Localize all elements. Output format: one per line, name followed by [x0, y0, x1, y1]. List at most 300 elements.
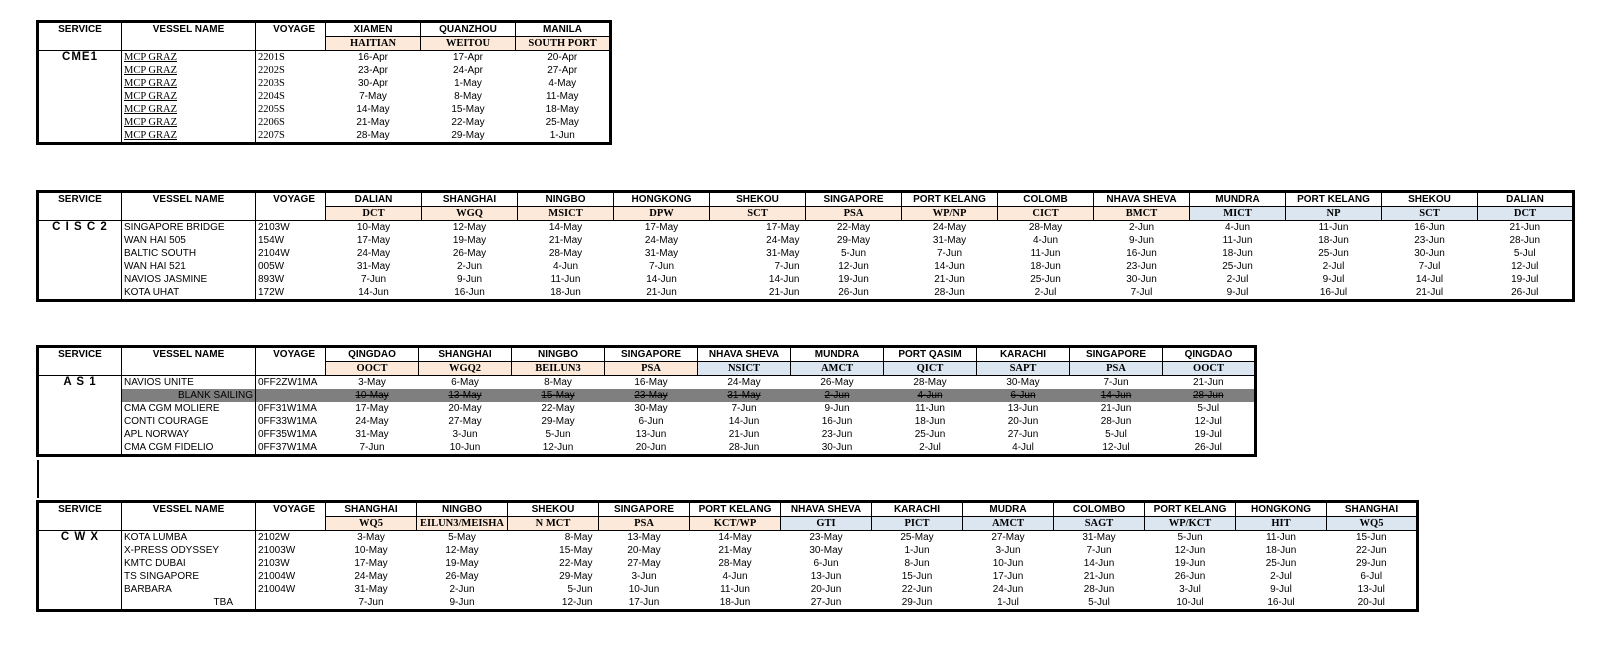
table-row — [38, 544, 1418, 557]
date-cell: 29-Jun — [901, 597, 933, 608]
date-cell: 2-Jun — [1128, 222, 1154, 233]
schedule-table-as1 — [36, 345, 1257, 457]
date-cell: 27-May — [448, 416, 482, 427]
date-cell: 27-Jun — [810, 597, 842, 608]
voyage-number: 0FF31W1MA — [256, 402, 326, 415]
voyage-number: 0FF37W1MA — [256, 441, 326, 456]
date-cell: 18-Jun — [550, 287, 581, 298]
header-row — [38, 502, 1418, 517]
vessel-name: MCP GRAZ — [122, 103, 256, 116]
date-cell: 22-Jun — [901, 584, 933, 595]
date-cell: 23-May — [809, 532, 843, 543]
voyage-number: 2205S — [256, 103, 326, 116]
header-row — [38, 192, 1574, 207]
date-cell: 15-May — [512, 389, 605, 402]
date-cell: 10-Jun — [449, 442, 481, 453]
schedule-table-cwx — [36, 500, 1419, 612]
terminal-header: PICT — [872, 517, 963, 531]
terminal-header: EILUN3/MEISHA — [417, 517, 508, 531]
port-header: SHANGHAI — [326, 502, 417, 517]
date-cell: 25-Jun — [1222, 261, 1253, 272]
date-cell: 11-Jun — [720, 584, 750, 595]
date-cell: 12-Jun — [561, 597, 593, 608]
date-cell: 2-Jul — [1322, 261, 1345, 272]
voyage-number: 2104W — [256, 247, 326, 260]
terminal-header: BEILUN3 — [512, 362, 605, 376]
date-cell: 16-Jun — [1126, 248, 1157, 259]
service-code: C I S C 2 — [52, 221, 108, 233]
date-cell: 12-Jul — [1511, 261, 1539, 272]
blank-cell — [38, 517, 122, 531]
blank-cell — [122, 517, 256, 531]
date-cell: 7-May — [359, 91, 387, 102]
date-cell: 30-May — [634, 403, 668, 414]
table-row — [38, 570, 1418, 583]
date-cell: 20-Jul — [1357, 597, 1385, 608]
date-cell: 9-Jul — [1270, 584, 1292, 595]
date-cell: 23-Jun — [1414, 235, 1445, 246]
date-cell: 18-May — [545, 104, 579, 115]
table-row — [38, 221, 1574, 235]
date-cell: 26-May — [445, 571, 479, 582]
terminal-header: SCT — [1382, 207, 1478, 221]
date-cell: 10-Jun — [628, 584, 660, 595]
voyage-header: VOYAGE — [256, 347, 326, 362]
terminal-header: WEITOU — [421, 37, 516, 51]
port-header: PORT QASIM — [884, 347, 977, 362]
date-cell: 7-Jun — [774, 261, 800, 272]
date-cell: 16-Jun — [454, 287, 485, 298]
voyage-number: 2103W — [256, 557, 326, 570]
date-cell: 5-Jul — [1105, 429, 1127, 440]
terminal-header: SAPT — [977, 362, 1070, 376]
date-cell: 21-Jun — [1083, 571, 1115, 582]
date-cell: 13-Jun — [810, 571, 842, 582]
date-cell: 23-May — [605, 389, 698, 402]
date-cell: 7-Jul — [1418, 261, 1441, 272]
terminal-row — [38, 517, 1418, 531]
date-cell: 18-Jun — [719, 597, 751, 608]
terminal-header: HAITIAN — [326, 37, 421, 51]
date-cell: 29-May — [836, 235, 871, 246]
date-cell: 18-Jun — [914, 416, 946, 427]
blank-cell — [122, 37, 256, 51]
voyage-number: 2202S — [256, 64, 326, 77]
date-cell: 16-Jun — [821, 416, 853, 427]
date-cell: 4-Jun — [552, 261, 578, 272]
table-row — [38, 129, 611, 144]
date-cell: 14-Jun — [728, 416, 760, 427]
date-cell: 17-May — [354, 558, 388, 569]
date-cell: 6-Jul — [1360, 571, 1383, 582]
date-cell: 17-May — [355, 403, 389, 414]
date-cell: 28-Jun — [1100, 416, 1132, 427]
voyage-number: 0FF33W1MA — [256, 415, 326, 428]
date-cell: 10-May — [354, 545, 388, 556]
date-cell: 24-May — [644, 235, 679, 246]
port-header: SHEKOU — [710, 192, 806, 207]
vessel-name-header: VESSEL NAME — [122, 22, 256, 37]
voyage-number: 21003W — [256, 544, 326, 557]
date-cell: 21-May — [356, 117, 390, 128]
date-cell: 4-Jun — [884, 389, 977, 402]
port-header: PORT KELANG — [902, 192, 998, 207]
date-cell: 21-May — [718, 545, 752, 556]
terminal-header: WP/KCT — [1145, 517, 1236, 531]
port-header: MUNDRA — [791, 347, 884, 362]
date-cell: 18-Jun — [1265, 545, 1297, 556]
terminal-header: AMCT — [963, 517, 1054, 531]
date-cell: 7-Jun — [1086, 545, 1112, 556]
date-cell: 20-May — [448, 403, 482, 414]
date-cell: 12-May — [452, 222, 487, 233]
date-cell: 31-May — [354, 584, 388, 595]
table-row — [38, 557, 1418, 570]
header-row — [38, 347, 1256, 362]
port-header: KARACHI — [872, 502, 963, 517]
terminal-header: PSA — [599, 517, 690, 531]
date-cell: 15-May — [559, 545, 593, 556]
date-cell: 27-Jun — [1007, 429, 1039, 440]
date-cell: 25-Jun — [914, 429, 946, 440]
date-cell: 1-Jun — [904, 545, 930, 556]
terminal-header: KCT/WP — [690, 517, 781, 531]
date-cell: 11-Jun — [550, 274, 581, 285]
date-cell: 20-Jun — [1007, 416, 1039, 427]
vessel-name-header: VESSEL NAME — [122, 502, 256, 517]
date-cell: 22-May — [541, 403, 575, 414]
date-cell: 1-Jul — [997, 597, 1019, 608]
date-cell: 31-May — [766, 248, 800, 259]
terminal-header: WQ5 — [326, 517, 417, 531]
date-cell: 27-May — [627, 558, 661, 569]
date-cell: 17-Jun — [628, 597, 660, 608]
date-cell: 7-Jun — [358, 597, 384, 608]
terminal-header: PSA — [1070, 362, 1163, 376]
date-cell: 7-Jun — [359, 442, 385, 453]
date-cell: 3-Jun — [631, 571, 657, 582]
voyage-number: 2206S — [256, 116, 326, 129]
date-cell: 28-Jun — [1163, 389, 1256, 402]
header-row — [38, 22, 611, 37]
date-cell: 18-Jun — [1318, 235, 1349, 246]
date-cell: 24-May — [354, 571, 388, 582]
vessel-name: APL NORWAY — [122, 428, 256, 441]
terminal-header: DCT — [1478, 207, 1574, 221]
tba-label: TBA — [122, 596, 256, 611]
date-cell: 28-May — [913, 377, 947, 388]
date-cell: 26-Jul — [1194, 442, 1222, 453]
date-cell: 6-Jun — [638, 416, 664, 427]
date-cell: 11-Jun — [1222, 235, 1253, 246]
table-row — [38, 234, 1574, 247]
date-cell: 18-Jun — [1030, 261, 1061, 272]
terminal-header: WGQ2 — [419, 362, 512, 376]
date-cell: 1-Jun — [549, 130, 575, 141]
date-cell: 14-Jun — [934, 261, 965, 272]
date-cell: 14-Jun — [768, 274, 800, 285]
date-cell: 24-Jun — [992, 584, 1024, 595]
date-cell: 17-Jun — [992, 571, 1024, 582]
vessel-name: KOTA UHAT — [122, 286, 256, 301]
date-cell: 13-Jun — [635, 429, 667, 440]
voyage-header: VOYAGE — [256, 502, 326, 517]
terminal-header: MSICT — [518, 207, 614, 221]
date-cell: 21-Jun — [1509, 222, 1541, 233]
date-cell: 28-Jun — [728, 442, 760, 453]
service-code: CME1 — [62, 51, 98, 63]
date-cell: 27-May — [991, 532, 1025, 543]
date-cell: 12-Jul — [1102, 442, 1130, 453]
date-cell: 23-Jun — [821, 429, 853, 440]
date-cell: 8-May — [544, 377, 572, 388]
date-cell: 8-May — [564, 532, 593, 543]
date-cell: 18-Jun — [1222, 248, 1253, 259]
table-row — [38, 116, 611, 129]
port-header: NHAVA SHEVA — [1094, 192, 1190, 207]
date-cell: 28-May — [1028, 222, 1063, 233]
date-cell: 25-May — [900, 532, 934, 543]
date-cell: 11-Jun — [915, 403, 945, 414]
date-cell: 9-Jun — [456, 274, 482, 285]
port-header: NINGBO — [518, 192, 614, 207]
date-cell: 14-Jun — [646, 274, 677, 285]
service-code: A S 1 — [63, 376, 97, 388]
table-row — [38, 77, 611, 90]
voyage-cell — [256, 389, 326, 402]
voyage-number: 005W — [256, 260, 326, 273]
date-cell: 21-Jun — [934, 274, 965, 285]
date-cell: 9-Jul — [1226, 287, 1249, 298]
blank-cell — [256, 37, 326, 51]
date-cell: 24-May — [727, 377, 761, 388]
date-cell: 22-May — [451, 117, 485, 128]
date-cell: 9-Jul — [1322, 274, 1345, 285]
table-row — [38, 402, 1256, 415]
date-cell: 10-May — [356, 222, 391, 233]
blank-sailing-label: BLANK SAILING — [122, 389, 256, 402]
date-cell: 26-Jun — [838, 287, 869, 298]
port-header: KARACHI — [977, 347, 1070, 362]
vessel-name: CMA CGM MOLIERE — [122, 402, 256, 415]
date-cell: 6-Jun — [813, 558, 839, 569]
blank-cell — [38, 362, 122, 376]
date-cell: 14-May — [718, 532, 752, 543]
blank-cell — [122, 207, 256, 221]
port-header: XIAMEN — [326, 22, 421, 37]
date-cell: 10-Jul — [1176, 597, 1204, 608]
date-cell: 21-Jun — [768, 287, 800, 298]
date-cell: 28-May — [356, 130, 390, 141]
port-header: PORT KELANG — [690, 502, 781, 517]
date-cell: 20-May — [627, 545, 661, 556]
date-cell: 9-Jun — [1128, 235, 1154, 246]
date-cell: 5-Jul — [1197, 403, 1220, 414]
vessel-name: MCP GRAZ — [122, 90, 256, 103]
terminal-header: OOCT — [1163, 362, 1256, 376]
date-cell: 30-May — [1006, 377, 1040, 388]
date-cell: 28-Jun — [1083, 584, 1115, 595]
date-cell: 13-Jun — [1007, 403, 1039, 414]
port-header: SINGAPORE — [599, 502, 690, 517]
terminal-header: N MCT — [508, 517, 599, 531]
date-cell: 24-May — [766, 235, 800, 246]
voyage-number: 21004W — [256, 570, 326, 583]
date-cell: 5-Jul — [1513, 248, 1536, 259]
date-cell: 17-May — [766, 222, 800, 233]
date-cell: 19-Jul — [1511, 274, 1539, 285]
table-row — [38, 273, 1574, 286]
date-cell: 5-Jun — [840, 248, 866, 259]
terminal-row — [38, 207, 1574, 221]
date-cell: 30-Jun — [1414, 248, 1445, 259]
service-header: SERVICE — [58, 24, 102, 36]
terminal-header: NSICT — [698, 362, 791, 376]
date-cell: 14-May — [356, 104, 390, 115]
terminal-header: CICT — [998, 207, 1094, 221]
table-row — [38, 428, 1256, 441]
date-cell: 23-Apr — [357, 65, 388, 76]
date-cell: 26-Jul — [1511, 287, 1539, 298]
port-header: NHAVA SHEVA — [698, 347, 791, 362]
date-cell: 28-Jun — [934, 287, 965, 298]
table-row — [38, 376, 1256, 390]
terminal-header: SAGT — [1054, 517, 1145, 531]
voyage-cell — [256, 596, 326, 611]
voyage-number: 172W — [256, 286, 326, 301]
sheet-border-line — [37, 460, 39, 498]
voyage-number: 154W — [256, 234, 326, 247]
terminal-header: DPW — [614, 207, 710, 221]
date-cell: 31-May — [698, 389, 791, 402]
port-header: COLOMBO — [1054, 502, 1145, 517]
port-header: SINGAPORE — [1070, 347, 1163, 362]
vessel-name-header: VESSEL NAME — [122, 192, 256, 207]
date-cell: 19-May — [445, 558, 479, 569]
table-row — [38, 583, 1418, 596]
voyage-number: 2102W — [256, 531, 326, 545]
voyage-number: 21004W — [256, 583, 326, 596]
table-row — [38, 90, 611, 103]
port-header: HONGKONG — [614, 192, 710, 207]
date-cell: 1-May — [454, 78, 482, 89]
vessel-name: MCP GRAZ — [122, 77, 256, 90]
date-cell: 5-Jun — [545, 429, 571, 440]
date-cell: 25-Jun — [1265, 558, 1297, 569]
date-cell: 24-Apr — [452, 65, 483, 76]
date-cell: 19-May — [452, 235, 487, 246]
date-cell: 12-Jun — [542, 442, 574, 453]
port-header: DALIAN — [1478, 192, 1574, 207]
date-cell: 4-May — [548, 78, 577, 89]
date-cell: 20-Jun — [810, 584, 842, 595]
date-cell: 31-May — [644, 248, 679, 259]
date-cell: 13-May — [627, 532, 661, 543]
date-cell: 3-May — [357, 532, 385, 543]
terminal-header: AMCT — [791, 362, 884, 376]
vessel-name: WAN HAI 521 — [122, 260, 256, 273]
date-cell: 20-Jun — [635, 442, 667, 453]
date-cell: 14-Jun — [358, 287, 389, 298]
date-cell: 17-May — [356, 235, 391, 246]
date-cell: 25-Jun — [1030, 274, 1061, 285]
port-header: SHEKOU — [1382, 192, 1478, 207]
vessel-name: CMA CGM FIDELIO — [122, 441, 256, 456]
date-cell: 14-May — [548, 222, 583, 233]
date-cell: 28-Jun — [1509, 235, 1541, 246]
voyage-number: 2204S — [256, 90, 326, 103]
terminal-header: WGQ — [422, 207, 518, 221]
date-cell: 29-Jun — [1355, 558, 1387, 569]
port-header: MANILA — [516, 22, 611, 37]
date-cell: 6-May — [451, 377, 479, 388]
date-cell: 16-Apr — [357, 52, 388, 63]
date-cell: 17-May — [644, 222, 679, 233]
date-cell: 13-Jul — [1357, 584, 1385, 595]
date-cell: 5-Jul — [1088, 597, 1110, 608]
table-row — [38, 51, 611, 65]
vessel-name: NAVIOS UNITE — [122, 376, 256, 390]
date-cell: 24-May — [355, 416, 389, 427]
port-header: QINGDAO — [1163, 347, 1256, 362]
terminal-header: NP — [1286, 207, 1382, 221]
voyage-number: 2201S — [256, 51, 326, 65]
date-cell: 4-Jul — [1012, 442, 1034, 453]
date-cell: 31-May — [356, 261, 391, 272]
date-cell: 3-Jul — [1179, 584, 1201, 595]
date-cell: 10-May — [326, 389, 419, 402]
date-cell: 14-Jul — [1415, 274, 1444, 285]
date-cell: 21-Jun — [1192, 377, 1224, 388]
date-cell: 24-May — [932, 222, 967, 233]
port-header: QUANZHOU — [421, 22, 516, 37]
voyage-header: VOYAGE — [256, 192, 326, 207]
date-cell: 4-Jun — [1032, 235, 1058, 246]
voyage-number: 893W — [256, 273, 326, 286]
terminal-header: OOCT — [326, 362, 419, 376]
terminal-header: PSA — [605, 362, 698, 376]
date-cell: 4-Jun — [1224, 222, 1250, 233]
terminal-header: MICT — [1190, 207, 1286, 221]
date-cell: 23-Jun — [1126, 261, 1157, 272]
date-cell: 11-Jun — [1318, 222, 1349, 233]
vessel-name: MCP GRAZ — [122, 51, 256, 65]
blank-sailing-row — [38, 389, 1256, 402]
port-header: NHAVA SHEVA — [781, 502, 872, 517]
port-header: MUNDRA — [1190, 192, 1286, 207]
date-cell: 2-Jul — [919, 442, 941, 453]
date-cell: 25-Jun — [1318, 248, 1349, 259]
date-cell: 19-Jun — [838, 274, 869, 285]
date-cell: 3-Jun — [452, 429, 478, 440]
date-cell: 28-May — [718, 558, 752, 569]
schedule-table-cisc2 — [36, 190, 1575, 302]
date-cell: 12-Jul — [1194, 416, 1222, 427]
date-cell: 29-May — [451, 130, 485, 141]
date-cell: 7-Jun — [731, 403, 757, 414]
voyage-number: 2207S — [256, 129, 326, 144]
port-header: HONGKONG — [1236, 502, 1327, 517]
vessel-name-header: VESSEL NAME — [122, 347, 256, 362]
date-cell: 13-May — [419, 389, 512, 402]
service-header: SERVICE — [58, 349, 102, 361]
date-cell: 8-May — [454, 91, 482, 102]
date-cell: 29-May — [541, 416, 575, 427]
vessel-name: X-PRESS ODYSSEY — [122, 544, 256, 557]
vessel-name: BALTIC SOUTH — [122, 247, 256, 260]
date-cell: 5-Jun — [567, 584, 593, 595]
port-header: PORT KELANG — [1145, 502, 1236, 517]
